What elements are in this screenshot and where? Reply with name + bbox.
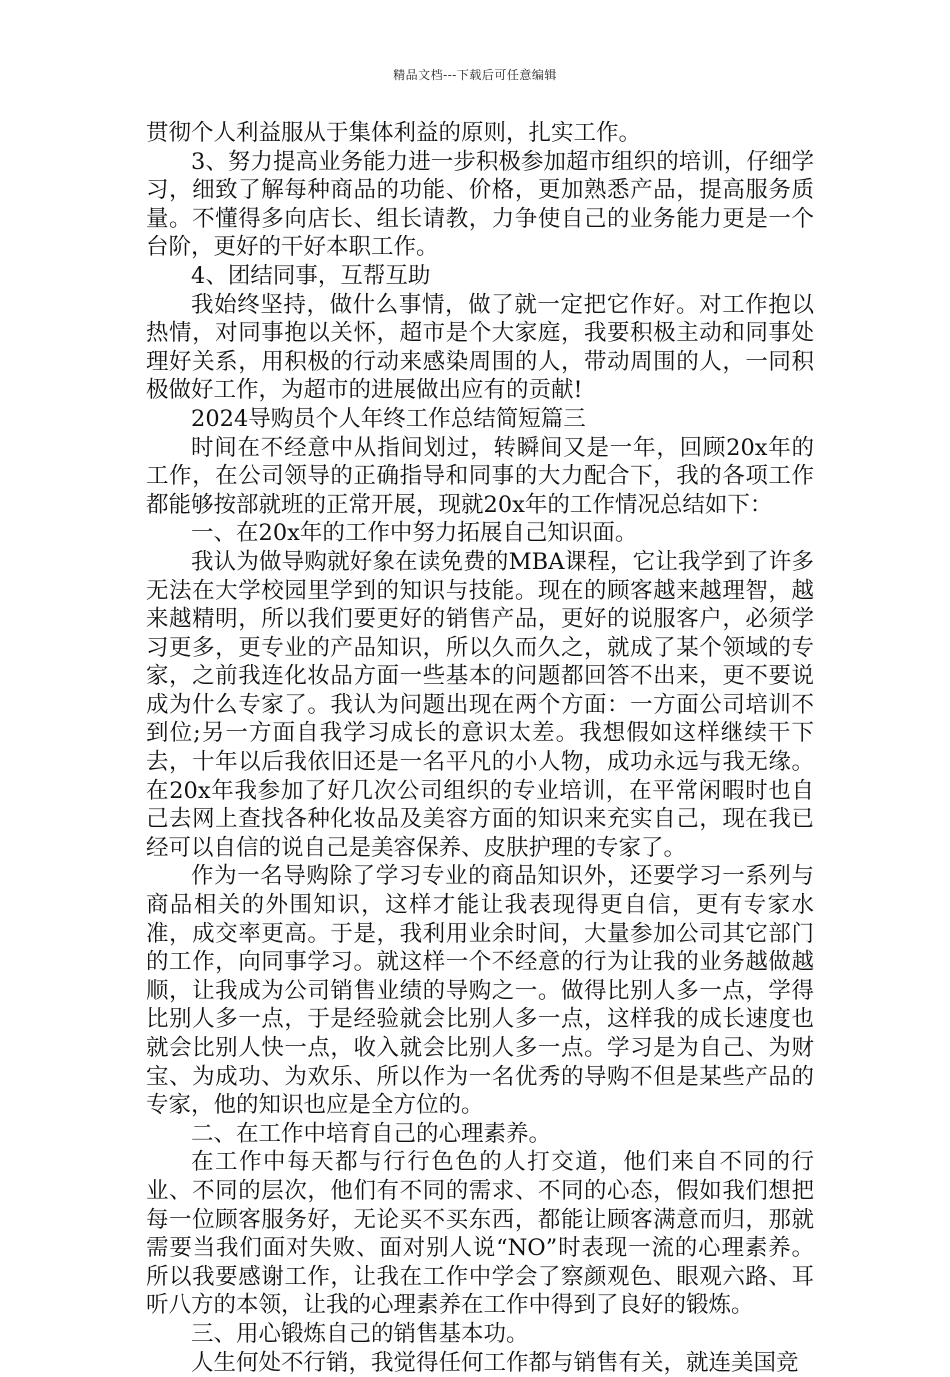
- article-title: 2024导购员个人年终工作总结简短篇三: [191, 405, 586, 432]
- paragraph: 贯彻个人利益服从于集体利益的原则，扎实工作。: [146, 120, 642, 146]
- paragraph: 3、努力提高业务能力进一步积极参加超市组织的培训，仔细学习，细致了解每种商品的功能、价格，更加熟悉产品，提高服务质量。不懂得多向店长、组长请教，力争使自己的业务能力更是一个台阶，更好的干好本职工作。: [146, 148, 814, 261]
- paragraph: 作为一名导购除了学习专业的商品知识外，还要学习一系列与商品相关的外围知识，这样才能让我表现得更自信，更有专家水准，成交率更高。于是，我利用业余时间，大量参加公司其它部门的工作，向同事学习。就这样一个不经意的行为让我的业务越做越顺，让我成为公司销售业绩的导购之一。做得比别人多一点，学得比别人多一点，于是经验就会比别人多一点，这样我的成长速度也就会比别人快一点，收入就会比别人多一点。学习是为自己、为财宝、为成功、为欢乐、所以作为一名优秀的导购不但是某些产品的专家，他的知识也应是全方位的。: [146, 863, 814, 1119]
- paragraph: 我认为做导购就好象在读免费的MBA课程，它让我学到了许多无法在大学校园里学到的知识与技能。现在的顾客越来越理智，越来越精明，所以我们要更好的销售产品，更好的说服客户，必须学习更多，更专业的产品知识，所以久而久之，就成了某个领域的专家，之前我连化妆品方面一些基本的问题都回答不出来，更不要说成为什么专家了。我认为问题出现在两个方面：一方面公司培训不到位;另一方面自我学习成长的意识太差。我想假如这样继续干下去，十年以后我依旧还是一名平凡的小人物，成功永远与我无缘。在20x年我参加了好几次公司组织的专业培训，在平常闲暇时也自己去网上查找各种化妆品及美容方面的知识来充实自己，现在我已经可以自信的说自己是美容保养、皮肤护理的专家了。: [146, 548, 814, 861]
- section-heading: 4、团结同事，互帮互助: [191, 262, 431, 289]
- section-heading: 一、在20x年的工作中努力拓展自己知识面。: [191, 520, 638, 547]
- paragraph: 在工作中每天都与行行色色的人打交道，他们来自不同的行业、不同的层次，他们有不同的需求、不同的心态，假如我们想把每一位顾客服务好，无论买不买东西，都能让顾客满意而归，那就需要当我们面对失败、面对别人说“NO”时表现一流的心理素养。所以我要感谢工作，让我在工作中学会了察颜观色、眼观六路、耳听八方的本领，让我的心理素养在工作中得到了良好的锻炼。: [146, 1149, 814, 1319]
- paragraph: 我始终坚持，做什么事情，做了就一定把它作好。对工作抱以热情，对同事抱以关怀，超市是个大家庭，我要积极主动和同事处理好关系，用积极的行动来感染周围的人，带动周围的人，一同积极做好工作，为超市的进展做出应有的贡献!: [146, 291, 814, 404]
- document-body: [146, 119, 814, 1377]
- section-heading: 三、用心锻炼自己的销售基本功。: [191, 1320, 529, 1347]
- paragraph: 人生何处不行销，我觉得任何工作都与销售有关，就连美国竞: [191, 1349, 799, 1376]
- paragraph: 时间在不经意中从指间划过，转瞬间又是一年，回顾20x年的工作，在公司领导的正确指导和同事的大力配合下，我的各项工作都能够按部就班的正常开展，现就20x年的工作情况总结如下：: [146, 434, 814, 518]
- section-heading: 二、在工作中培育自己的心理素养。: [191, 1120, 552, 1147]
- page-header: 精品文档---下载后可任意编辑: [393, 68, 557, 82]
